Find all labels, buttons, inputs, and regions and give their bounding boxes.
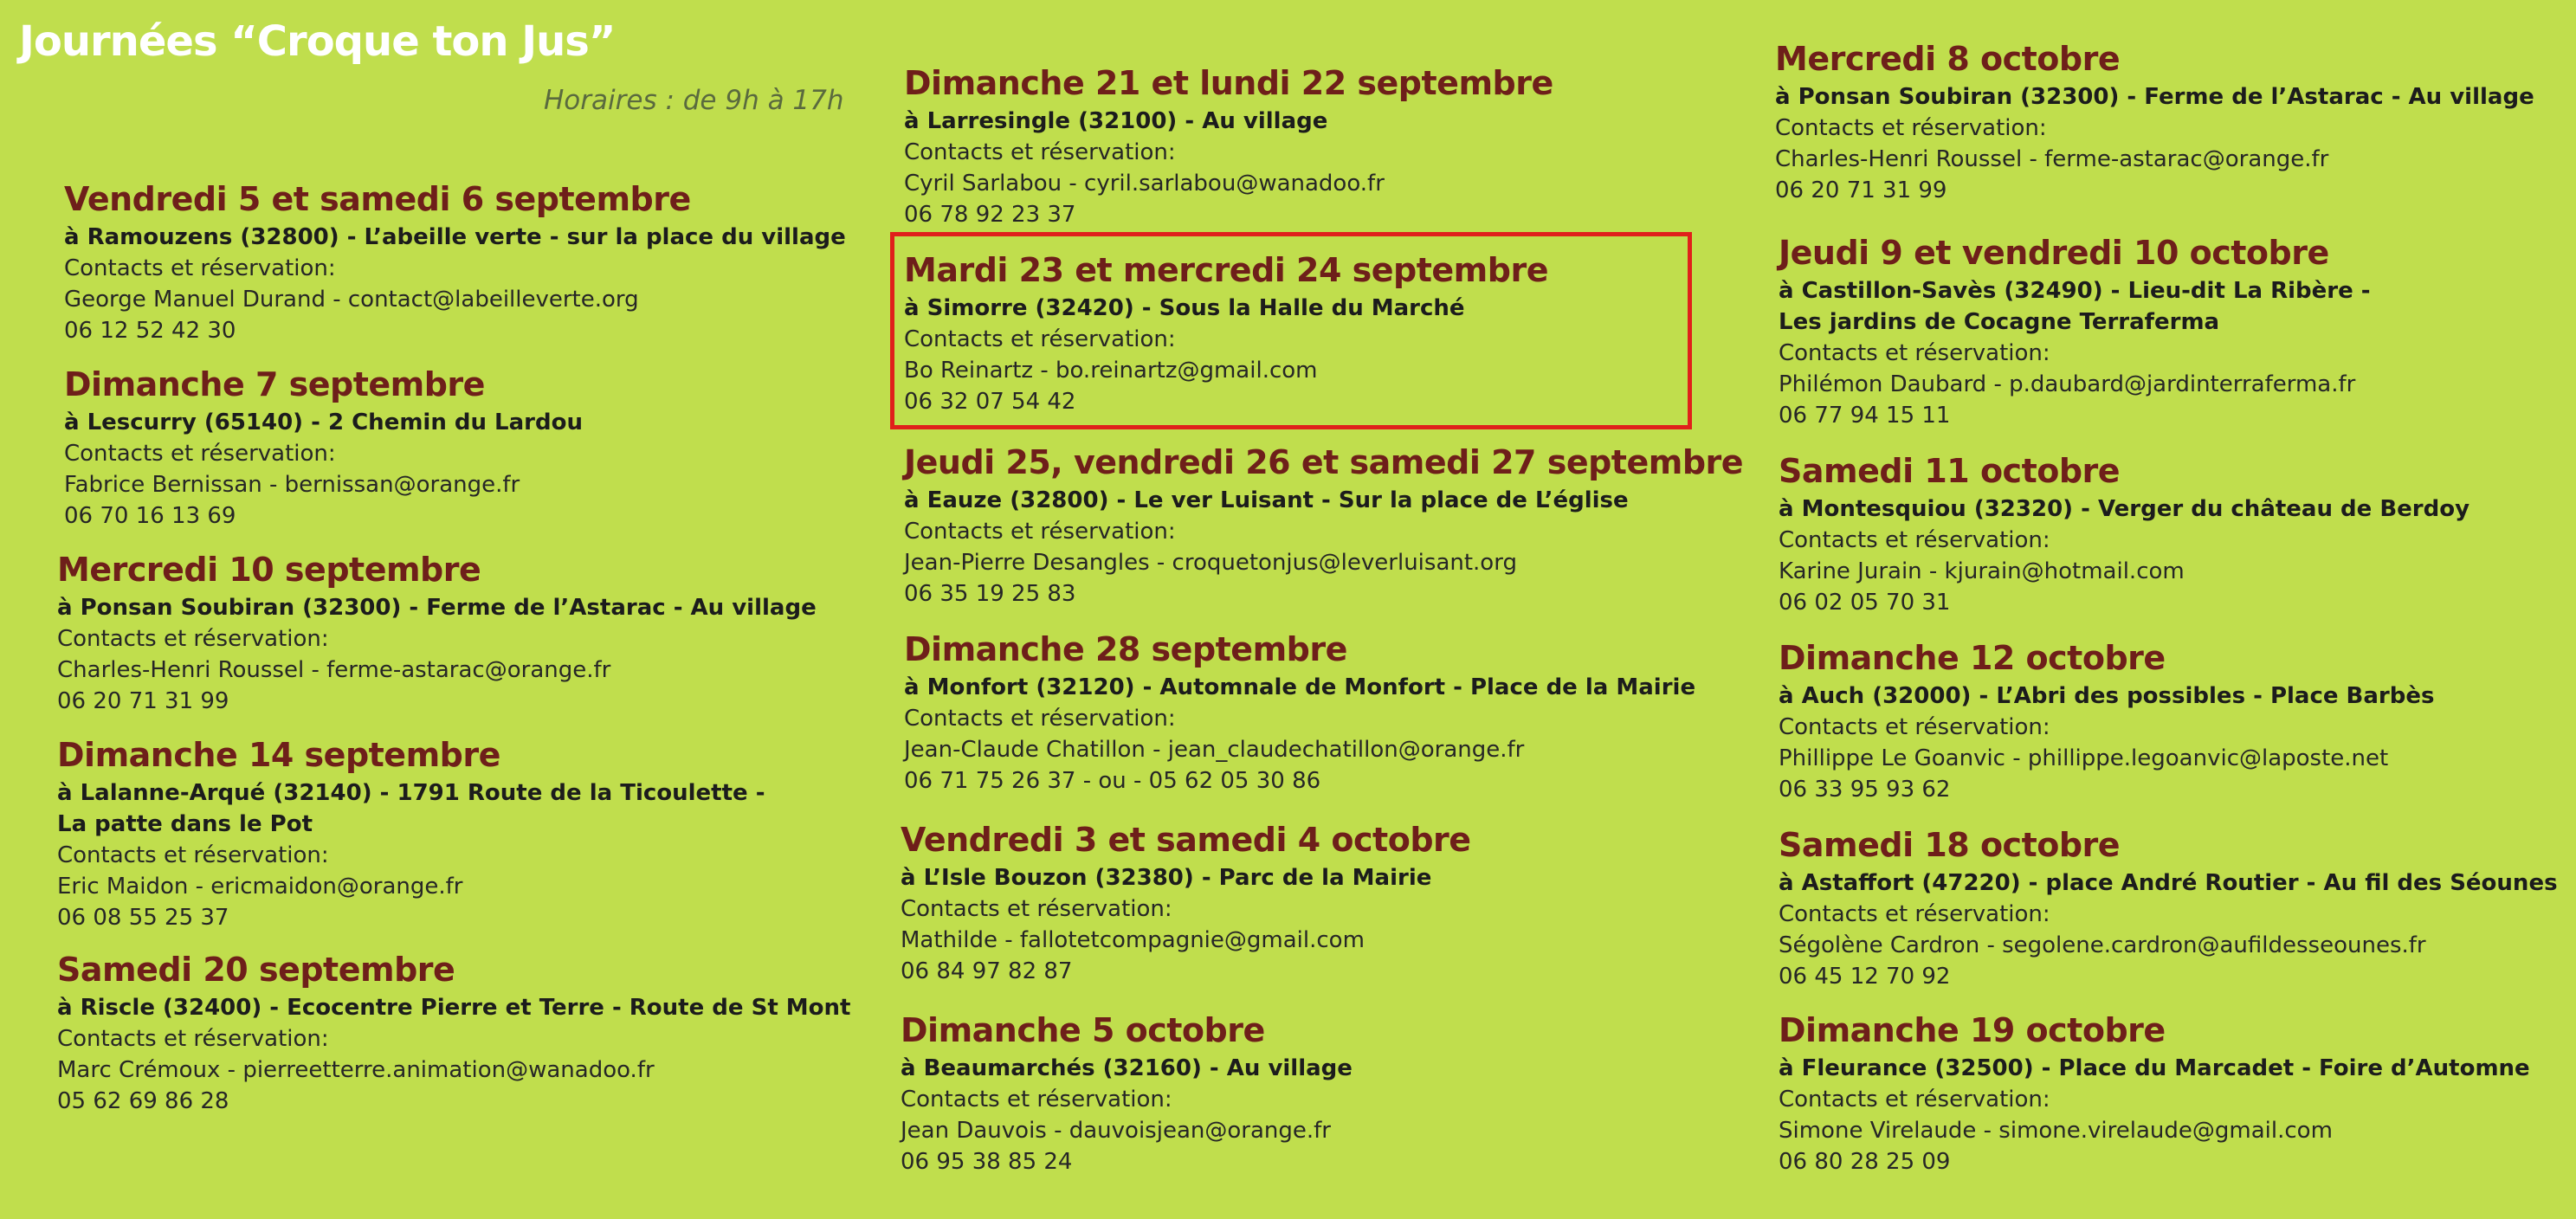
event-contact: Phillippe Le Goanvic - phillippe.legoanvic@laposte.net xyxy=(1779,745,2389,771)
event-location: à Ramouzens (32800) - L’abeille verte - sur la place du village xyxy=(64,224,846,250)
event-date: Dimanche 5 octobre xyxy=(901,1011,1265,1049)
event-date: Dimanche 21 et lundi 22 septembre xyxy=(904,64,1553,102)
event-contact: Jean-Claude Chatillon - jean_claudechatillon@orange.fr xyxy=(904,737,1525,763)
event-location: à Montesquiou (32320) - Verger du château de Berdoy xyxy=(1779,496,2470,522)
event-phone: 06 02 05 70 31 xyxy=(1779,590,1951,616)
contact-label: Contacts et réservation: xyxy=(64,441,336,467)
event-location: à Ponsan Soubiran (32300) - Ferme de l’Astarac - Au village xyxy=(1775,84,2534,110)
event-phone: 06 20 71 31 99 xyxy=(57,688,229,714)
event-block xyxy=(1779,448,2469,618)
event-contact: Karine Jurain - kjurain@hotmail.com xyxy=(1779,558,2185,584)
page-title: Journées “Croque ton Jus” xyxy=(19,17,616,66)
event-phone: 06 20 71 31 99 xyxy=(1775,177,1947,203)
contact-label: Contacts et réservation: xyxy=(901,1087,1172,1113)
event-date: Vendredi 5 et samedi 6 septembre xyxy=(64,180,691,218)
event-phone: 05 62 69 86 28 xyxy=(57,1088,229,1114)
event-phone: 06 95 38 85 24 xyxy=(901,1149,1073,1175)
event-phone: 06 84 97 82 87 xyxy=(901,958,1073,984)
event-location: à Auch (32000) - L’Abri des possibles - Place Barbès xyxy=(1779,683,2435,709)
event-block xyxy=(1775,36,2534,206)
event-date: Mercredi 8 octobre xyxy=(1775,40,2121,78)
event-date: Samedi 11 octobre xyxy=(1779,452,2121,490)
event-block xyxy=(57,947,850,1117)
event-location: à L’Isle Bouzon (32380) - Parc de la Mairie xyxy=(901,865,1432,891)
contact-label: Contacts et réservation: xyxy=(1779,1087,2050,1113)
event-contact: Cyril Sarlabou - cyril.sarlabou@wanadoo.fr xyxy=(904,171,1385,197)
event-phone: 06 70 16 13 69 xyxy=(64,503,236,529)
event-phone: 06 12 52 42 30 xyxy=(64,318,236,344)
contact-label: Contacts et réservation: xyxy=(904,139,1176,165)
event-phone: 06 80 28 25 09 xyxy=(1779,1149,1951,1175)
event-date: Dimanche 19 octobre xyxy=(1779,1011,2166,1049)
event-date: Vendredi 3 et samedi 4 octobre xyxy=(901,821,1471,859)
contact-label: Contacts et réservation: xyxy=(901,896,1172,922)
event-date: Samedi 18 octobre xyxy=(1779,826,2121,864)
event-date: Samedi 20 septembre xyxy=(57,951,455,989)
event-location: à Beaumarchés (32160) - Au village xyxy=(901,1055,1353,1081)
event-block xyxy=(57,547,817,717)
event-contact: Bo Reinartz - bo.reinartz@gmail.com xyxy=(904,358,1318,384)
contact-label: Contacts et réservation: xyxy=(64,255,336,281)
event-location-line-2: Les jardins de Cocagne Terraferma xyxy=(1779,309,2220,335)
event-block xyxy=(904,61,1553,230)
event-phone: 06 32 07 54 42 xyxy=(904,389,1076,415)
event-contact: Jean Dauvois - dauvoisjean@orange.fr xyxy=(901,1118,1331,1144)
contact-label: Contacts et réservation: xyxy=(1779,527,2050,553)
event-location: à Lescurry (65140) - 2 Chemin du Lardou xyxy=(64,410,583,435)
event-block xyxy=(1779,230,2371,431)
event-location: à Castillon-Savès (32490) - Lieu-dit La Ribère - xyxy=(1779,278,2371,304)
opening-hours: Horaires : de 9h à 17h xyxy=(544,85,844,116)
event-date: Dimanche 14 septembre xyxy=(57,736,500,774)
contact-label: Contacts et réservation: xyxy=(1779,714,2050,740)
event-location: à Simorre (32420) - Sous la Halle du Marché xyxy=(904,295,1465,321)
event-phone: 06 71 75 26 37 - ou - 05 62 05 30 86 xyxy=(904,768,1321,794)
contact-label: Contacts et réservation: xyxy=(1775,115,2047,141)
event-contact: Charles-Henri Roussel - ferme-astarac@orange.fr xyxy=(1775,146,2329,172)
event-location: à Astaffort (47220) - place André Routier - Au fil des Séounes xyxy=(1779,870,2558,896)
event-block xyxy=(57,732,765,933)
event-contact: Eric Maidon - ericmaidon@orange.fr xyxy=(57,874,463,900)
event-location: à Monfort (32120) - Automnale de Monfort - Place de la Mairie xyxy=(904,674,1696,700)
event-phone: 06 35 19 25 83 xyxy=(904,581,1076,607)
event-location: à Eauze (32800) - Le ver Luisant - Sur la place de L’église xyxy=(904,487,1629,513)
event-contact: Marc Crémoux - pierreetterre.animation@wanadoo.fr xyxy=(57,1057,655,1083)
contact-label: Contacts et réservation: xyxy=(904,326,1176,352)
event-phone: 06 33 95 93 62 xyxy=(1779,777,1951,803)
event-block-highlighted xyxy=(904,248,1548,417)
contact-label: Contacts et réservation: xyxy=(1779,340,2050,366)
event-block xyxy=(1779,822,2558,992)
event-block xyxy=(901,1008,1353,1177)
event-date: Mercredi 10 septembre xyxy=(57,551,481,589)
contact-label: Contacts et réservation: xyxy=(57,626,329,652)
contact-label: Contacts et réservation: xyxy=(1779,901,2050,927)
event-contact: Mathilde - fallotetcompagnie@gmail.com xyxy=(901,927,1365,953)
event-block xyxy=(1779,1008,2530,1177)
event-contact: Charles-Henri Roussel - ferme-astarac@orange.fr xyxy=(57,657,611,683)
contact-label: Contacts et réservation: xyxy=(57,1026,329,1052)
event-contact: Simone Virelaude - simone.virelaude@gmail.com xyxy=(1779,1118,2333,1144)
event-phone: 06 45 12 70 92 xyxy=(1779,964,1951,990)
event-contact: Fabrice Bernissan - bernissan@orange.fr xyxy=(64,472,520,498)
contact-label: Contacts et réservation: xyxy=(904,519,1176,545)
event-date: Jeudi 9 et vendredi 10 octobre xyxy=(1779,234,2329,272)
contact-label: Contacts et réservation: xyxy=(904,706,1176,732)
event-block xyxy=(904,440,1743,610)
event-block xyxy=(1779,635,2434,805)
event-location: à Larresingle (32100) - Au village xyxy=(904,108,1328,134)
event-date: Jeudi 25, vendredi 26 et samedi 27 septembre xyxy=(904,443,1744,481)
event-contact: Ségolène Cardron - segolene.cardron@aufildesseounes.fr xyxy=(1779,932,2426,958)
event-date: Mardi 23 et mercredi 24 septembre xyxy=(904,251,1548,289)
event-contact: Philémon Daubard - p.daubard@jardinterraferma.fr xyxy=(1779,371,2356,397)
event-location-line-2: La patte dans le Pot xyxy=(57,811,313,837)
event-contact: George Manuel Durand - contact@labeilleverte.org xyxy=(64,287,639,313)
event-location: à Ponsan Soubiran (32300) - Ferme de l’Astarac - Au village xyxy=(57,595,817,621)
event-block xyxy=(64,177,846,346)
event-block xyxy=(901,817,1471,987)
event-contact: Jean-Pierre Desangles - croquetonjus@leverluisant.org xyxy=(904,550,1517,576)
event-phone: 06 08 55 25 37 xyxy=(57,905,229,931)
event-location: à Fleurance (32500) - Place du Marcadet - Foire d’Automne xyxy=(1779,1055,2530,1081)
event-date: Dimanche 7 septembre xyxy=(64,365,485,403)
event-date: Dimanche 28 septembre xyxy=(904,630,1347,668)
event-location: à Riscle (32400) - Ecocentre Pierre et Terre - Route de St Mont xyxy=(57,995,851,1021)
event-block xyxy=(904,627,1695,797)
event-block xyxy=(64,362,583,532)
event-phone: 06 78 92 23 37 xyxy=(904,202,1076,228)
event-location: à Lalanne-Arqué (32140) - 1791 Route de la Ticoulette - xyxy=(57,780,765,806)
event-phone: 06 77 94 15 11 xyxy=(1779,403,1951,429)
event-date: Dimanche 12 octobre xyxy=(1779,639,2166,677)
contact-label: Contacts et réservation: xyxy=(57,842,329,868)
